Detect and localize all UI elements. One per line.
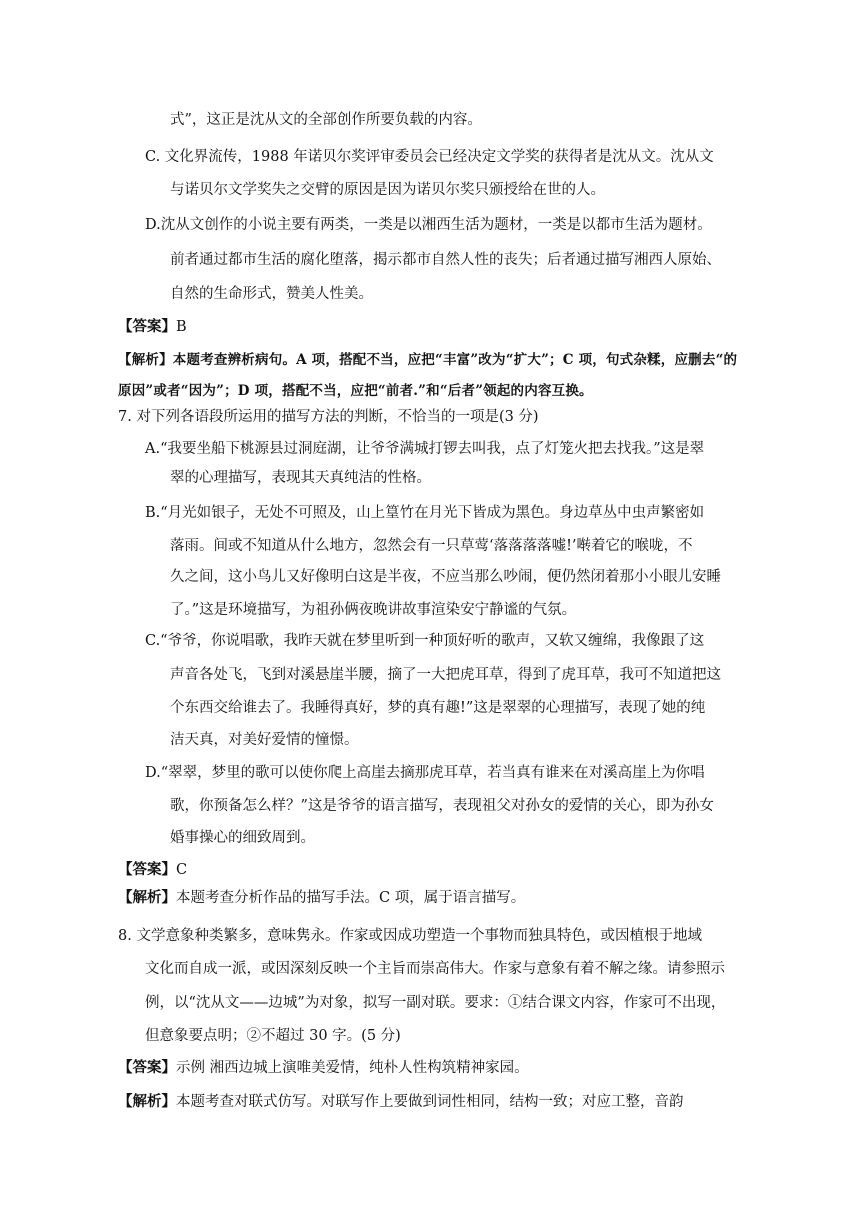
q6-option-d-line3: 自然的生命形式，赞美人性美。 [170, 286, 373, 302]
q7-option-c-line3: 个东西交给谁去了。我睡得真好，梦的真有趣!”这是翠翠的心理描写，表现了她的纯 [170, 700, 706, 716]
q7-option-d-line2: 歌，你预备怎么样？”这是爷爷的语言描写，表现祖父对孙女的爱情的关心，即为孙女 [170, 798, 714, 814]
q6-option-c-line2: 与诺贝尔文学奖失之交臂的原因是因为诺贝尔奖只颁授给在世的人。 [170, 182, 605, 198]
answer-value: B [176, 319, 187, 335]
answer-text: 示例 湘西边城上演唯美爱情，纯朴人性构筑精神家园。 [176, 1060, 529, 1076]
q6-option-d-line2: 前者通过都市生活的腐化堕落，揭示都市自然人性的丧失；后者通过描写湘西人原始、 [170, 252, 721, 268]
q8-stem-line2: 文化而自成一派，或因深刻反映一个主旨而崇高伟大。作家与意象有着不解之缘。请参照示 [145, 961, 725, 977]
q7-answer [118, 860, 187, 880]
q6-answer [118, 317, 187, 337]
q7-option-c-line2: 声音各处飞，飞到对溪悬崖半腰，摘了一大把虎耳草，得到了虎耳草，我可不知道把这 [170, 667, 721, 683]
q7-option-c-line1: C.“爷爷，你说唱歌，我昨天就在梦里听到一种顶好听的歌声，又软又缠绵，我像跟了这 [145, 633, 705, 649]
q8-stem-line3: 例，以“沈从文——边城”为对象，拟写一副对联。要求：①结合课文内容，作家可不出现， [145, 995, 726, 1011]
q7-option-a-line2: 翠的心理描写，表现其天真纯洁的性格。 [170, 470, 431, 486]
answer-label: 【答案】 [118, 861, 176, 878]
analysis-label: 【解析】 [118, 1093, 176, 1110]
q6-analysis-line1: 【解析】本题考查辨析病句。A 项，搭配不当，应把“丰富”改为“扩大”；C 项，句式杂糅，应删去“的 [118, 352, 738, 368]
q6-analysis-line2: 原因”或者“因为”；D 项，搭配不当，应把“前者.”和“后者”领起的内容互换。 [118, 383, 593, 399]
answer-value: C [176, 862, 188, 878]
q7-option-d-line3: 婚事操心的细致周到。 [170, 830, 315, 846]
analysis-text: 本题考查对联式仿写。对联写作上要做到词性相同，结构一致；对应工整，音韵 [176, 1094, 684, 1110]
q7-option-b-line1: B.“月光如银子，无处不可照及，山上篁竹在月光下皆成为黑色。身边草丛中虫声繁密如 [145, 505, 705, 521]
analysis-text: 本题考查分析作品的描写手法。C 项，属于语言描写。 [176, 890, 526, 906]
analysis-label: 【解析】 [118, 889, 176, 906]
q7-option-c-line4: 洁天真，对美好爱情的憧憬。 [170, 732, 359, 748]
q8-answer [118, 1058, 529, 1078]
q6-option-b-tail: 式”，这正是沈从文的全部创作所要负载的内容。 [170, 112, 482, 128]
q7-stem: 7. 对下列各语段所运用的描写方法的判断，不恰当的一项是(3 分) [118, 409, 539, 425]
answer-label: 【答案】 [118, 318, 176, 335]
answer-label: 【答案】 [118, 1059, 176, 1076]
q7-analysis [118, 888, 525, 908]
q7-option-b-line4: 了。”这是环境描写，为祖孙俩夜晚讲故事渲染安宁静谧的气氛。 [170, 602, 577, 618]
q7-option-a-line1: A.“我要坐船下桃源县过洞庭湖，让爷爷满城打锣去叫我，点了灯笼火把去找我。”这是翠 [145, 441, 705, 457]
q6-option-d-line1: D.沈从文创作的小说主要有两类，一类是以湘西生活为题材，一类是以都市生活为题材。 [145, 217, 712, 233]
q8-stem-line1: 8. 文学意象种类繁多，意味隽永。作家或因成功塑造一个事物而独具特色，或因植根于地域 [118, 928, 702, 944]
q6-option-c-line1: C. 文化界流传，1988 年诺贝尔奖评审委员会已经决定文学奖的获得者是沈从文。沈从文 [145, 149, 714, 165]
q7-option-d-line1: D.“翠翠，梦里的歌可以使你爬上高崖去摘那虎耳草，若当真有谁来在对溪高崖上为你唱 [145, 765, 705, 781]
q8-stem-line4: 但意象要点明；②不超过 30 字。(5 分) [145, 1028, 401, 1044]
q8-analysis [118, 1092, 684, 1112]
q7-option-b-line3: 久之间，这小鸟儿又好像明白这是半夜，不应当那么吵闹，便仍然闭着那小小眼儿安睡 [170, 569, 721, 585]
q7-option-b-line2: 落雨。间或不知道从什么地方，忽然会有一只草莺‘落落落落嘘!’啭着它的喉咙，不 [170, 538, 693, 554]
